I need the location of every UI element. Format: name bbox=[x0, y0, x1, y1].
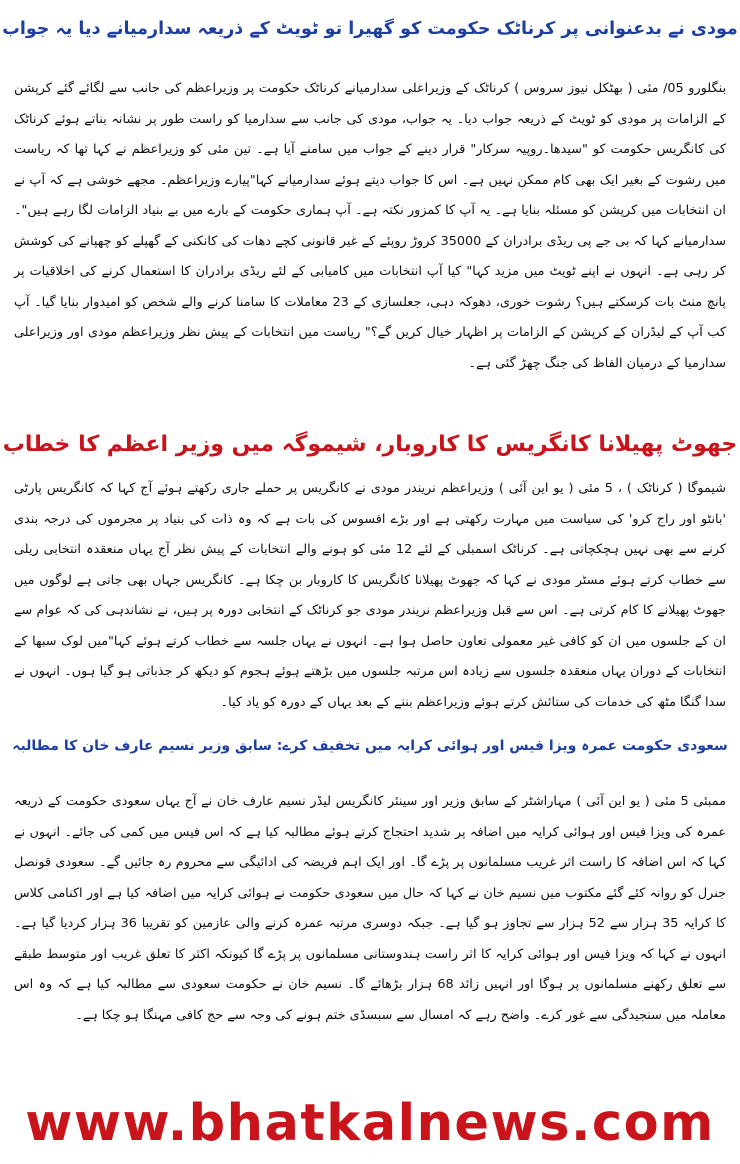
article-body-umrah-visa-fee: ممبئی 5 مئی ( یو این آئی ) مہاراشٹر کے سابق وزیر اور سینئر کانگریس لیڈر نسیم عارف خان نے آج یہاں سعودی حکومت کے ذریعہ عمرہ کی ویزا فیس اور ہوائی کرایہ میں اضافہ پر شدید احتجاج کرتے ہوئے مطالبہ کیا ہے کہ اس فیس میں کمی کی جائے۔ انہوں نے کہا کہ اس اضافہ کا راست اثر غریب مسلمانوں پر پڑے گا۔ اور ایک اہم فریضہ کی ادائیگی سے محروم رہ جائیں گے۔ سعودی قونصل جنرل کو روانہ کئے گئے مکتوب میں نسیم خان نے کہا کہ حال میں سعودی حکومت نے ہوائی کرایہ میں اضافہ کیا ہے اور اکنامی کلاس کا کرایہ 35 ہزار سے 52 ہزار سے تجاوز ہو گیا ہے۔ جبکہ دوسری مرتبہ عمرہ کرنے والی عازمین کو تقریبا 36 ہزار کردیا گیا ہے۔ انہوں نے کہا کہ ویزا فیس اور ہوائی کرایہ کا اثر راست ہندوستانی مسلمانوں پر پڑے گا کیونکہ اکثر کا تعلق غریب اور متوسط طبقے سے تعلق رکھنے مسلمانوں پر ہوگا اور انہیں زائد 68 ہزار بڑھائے گا۔ نسیم خان نے حکومت سعودی سے مطالبہ کیا ہے کہ وہ اس معاملہ میں سنجیدگی سے غور کرے۔ واضح رہے کہ امسال سے سبسڈی ختم ہونے کی وجہ سے حج کافی مہنگا ہو چکا ہے۔ bbox=[14, 794, 727, 1023]
website-url: www.bhatkalnews.com bbox=[25, 1094, 715, 1153]
headline-congress-lies: جھوٹ پھیلانا کانگریس کا کاروبار، شیموگہ میں وزیر اعظم کا خطاب bbox=[2, 431, 738, 457]
headline-modi-corruption: مودی نے بدعنوانی پر کرناٹک حکومت کو گھیرا تو ٹویٹ کے ذریعہ سدارمیانے دیا یہ جواب bbox=[2, 18, 738, 39]
article-body-congress-lies: شیموگا ( کرناٹک ) ، 5 مئی ( یو این آئی ) وزیراعظم نریندر مودی نے کانگریس پر حملے جاری رکھتے ہوئے آج کہا کہ کانگریس پارٹی 'بانٹو اور راج کرو' کی سیاست میں مہارت رکھتی ہے اور بڑے افسوس کی بات ہے کہ وہ ذات کی بنیاد پر مجرموں کی درجہ بندی کرنے سے بھی نہیں ہچکچاتی ہے۔ کرناٹک اسمبلی کے لئے 12 مئی کو ہونے والے انتخابات کے پیش نظر آج یہاں منعقدہ انتخابی ریلی سے خطاب کرتے ہوئے مسٹر مودی نے کہا کہ جھوٹ پھیلانا کانگریس کا کاروبار بن چکا ہے۔ کانگریس جہاں بھی جاتی ہے لوگوں میں جھوٹ پھیلانے کا کام کرتی ہے۔ اس سے قبل وزیراعظم نریندر مودی جو کرناٹک کے انتخابی دورہ پر ہیں، نے نشاندہی کی کہ عوام سے ان کے جلسوں میں ان کو کافی غیر معمولی تعاون حاصل ہوا ہے۔ انہوں نے یہاں جلسہ سے خطاب کرتے ہوئے کہا"میں لوک سبھا کے انتخابات کے دوران یہاں منعقدہ جلسوں سے زیادہ اس مرتبہ جلسوں میں بڑھتے ہوئے ہجوم کو دیکھ کر جذباتی ہو گیا ہوں۔ انہوں نے سدا گنگا مٹھ کی خدمات کی ستائش کرتے ہوئے وزیراعظم بننے کے بعد یہاں کے دورہ کو یاد کیا۔ bbox=[14, 481, 727, 710]
headline-umrah-visa-fee: سعودی حکومت عمرہ ویزا فیس اور ہوائی کرایہ میں تخفیف کرے: سابق وزیر نسیم عارف خان کا مطالبہ bbox=[12, 738, 728, 755]
article-body-modi-corruption: بنگلورو 05/ مئی ( بھٹکل نیوز سروس ) کرناٹک کے وزیراعلی سدارمیانے کرناٹک حکومت پر وزیراعظم کی جانب سے لگائے گئے کرپشن کے الزامات پر مودی کو ٹویٹ کے ذریعہ جواب دیا۔ یہ جواب، مودی کی جانب سے سدارمیا کو راست طور پر نشانہ بناتے ہوئے کرناٹک کی کانگریس حکومت کو "سیدھا۔روپیہ سرکار" قرار دینے کے جواب میں سامنے آیا ہے۔ تین مئی کو وزیراعظم نے کہا تھا کہ ریاست میں رشوت کے بغیر ایک بھی کام ممکن نہیں ہے۔ اس کا جواب دیتے ہوئے سدارمیانے کہا"پیارے وزیراعظم۔ مجھے خوشی ہے کہ آپ نے ان انتخابات میں کرپشن کو مسئلہ بنایا ہے۔ یہ آپ کا کمزور نکتہ ہے۔ آپ ہماری حکومت کے بارے میں بے بنیاد الزامات لگا رہے ہیں"۔ سدارمیانے کہا کہ بی جے پی ریڈی برادران کے 35000 کروڑ روپئے کے غیر قانونی کچے دھات کی کانکنی کے گھپلے کو چھپانے کی کوشش کر رہی ہے۔ انہوں نے اپنے ٹویٹ میں مزید کہا" کیا آپ انتخابات میں کامیابی کے لئے ریڈی برادران کا استعمال کرنے کی اخلاقیات پر پانچ منٹ بات کرسکتے ہیں؟ رشوت خوری، دھوکہ دہی، جعلسازی کے 23 معاملات کا سامنا کرنے والے شخص کو امیدوار بنایا گیا۔ آپ کب آپ کے لیڈران کے کرپشن کے الزامات پر اظہار خیال کریں گے؟" ریاست میں انتخابات کے پیش نظر وزیراعظم مودی اور وزیراعلی سدارمیا کے درمیان الفاظ کی جنگ چھڑ گئی ہے۔ bbox=[14, 81, 727, 371]
